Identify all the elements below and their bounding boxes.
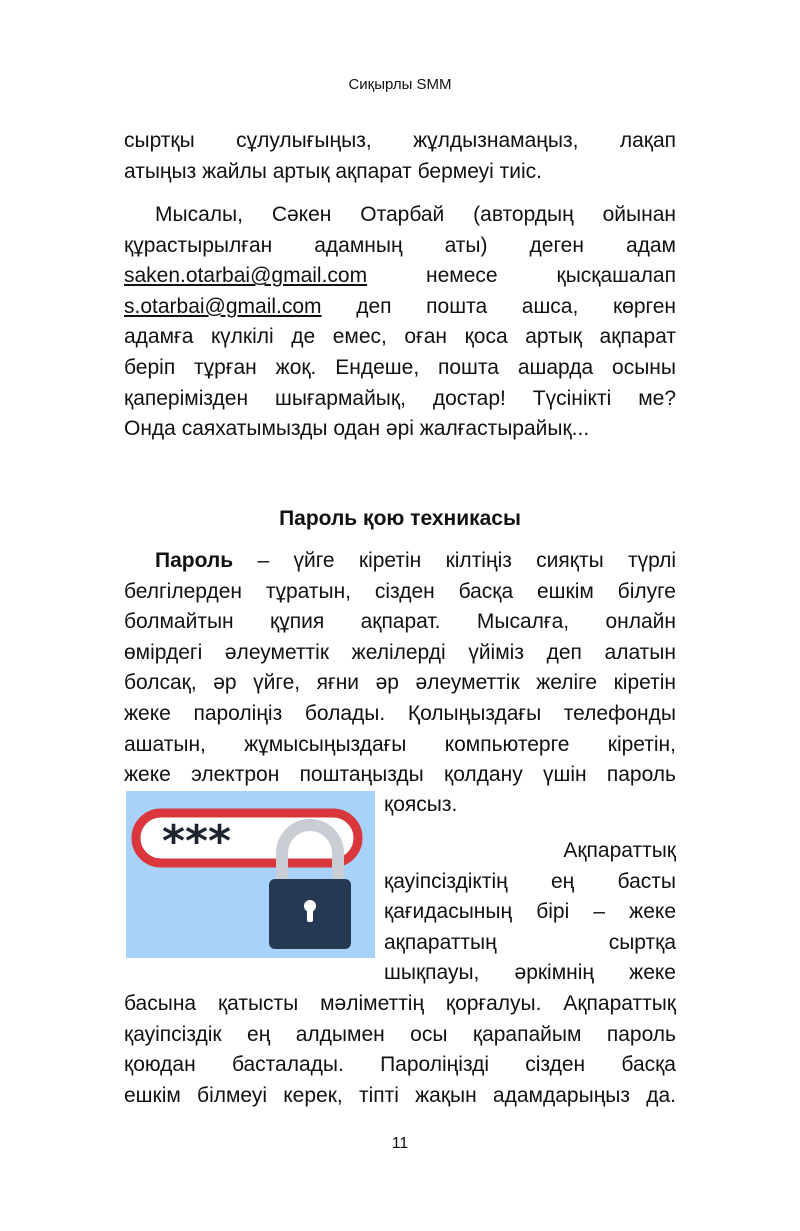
text-line: ақпараттың сыртқа: [384, 930, 676, 954]
text-fragment: – үйге кіретін кілтіңіз сияқты түрлі: [257, 549, 676, 572]
text-line: құрастырылған адамның аты) деген адам: [124, 233, 676, 257]
password-lock-icon: [126, 791, 375, 958]
text-line: ешкім білмеуі керек, тіпті жақын адамдарыңыз да.: [124, 1083, 676, 1107]
text-line: қоюдан басталады. Пароліңізді сізден басқа: [124, 1053, 676, 1077]
text-line: [124, 292, 676, 323]
text-line: жеке электрон поштаңызды қолдану үшін пароль: [124, 763, 676, 787]
paragraph-security-wrapped: [384, 836, 676, 989]
text-line: белгілерден тұратын, сізден басқа ешкім білуге: [124, 579, 676, 603]
text-line: сыртқы сұлулығыңыз, жұлдызнамаңыз, лақап: [124, 129, 676, 152]
paragraph-example: [124, 200, 676, 445]
keyhole-slot: [307, 906, 313, 922]
text-line: Ақпараттық: [563, 839, 676, 862]
text-line: қоясыз.: [384, 793, 458, 816]
term-bold: Пароль: [155, 549, 234, 572]
text-line: болсақ, әр үйге, яғни әр әлеуметтік желіге кіретін: [124, 671, 676, 695]
section-heading: Пароль қою техникасы: [279, 507, 521, 530]
text-line: адамға күлкілі де емес, оған қоса артық ақпарат: [124, 325, 676, 349]
text-line: қауіпсіздіктің ең басты: [384, 869, 676, 893]
text-line: Мысалы, Сәкен Отарбай (автордың ойынан: [155, 203, 676, 226]
paragraph-security: [124, 989, 676, 1111]
text-fragment: немесе қысқашалап: [426, 264, 676, 288]
paragraph-continuation: [124, 126, 676, 187]
text-line: басына қатысты мәліметтің қорғалуы. Ақпараттық: [124, 992, 676, 1015]
email-link[interactable]: s.otarbai@gmail.com: [124, 294, 322, 318]
text-line: қағидасының бірі – жеке: [384, 900, 676, 924]
email-link[interactable]: saken.otarbai@gmail.com: [124, 264, 368, 288]
text-line: Онда саяхатымызды одан әрі жалғастырайық...: [124, 417, 590, 441]
text-line: шықпауы, әркімнің жеке: [384, 961, 676, 985]
text-line: қауіпсіздік ең алдымен осы қарапайым пароль: [124, 1022, 676, 1046]
page-number: 11: [391, 1135, 409, 1152]
text-line: өмірдегі әлеуметтік желілерді үйіміз деп алатын: [124, 640, 676, 664]
text-line: беріп тұрған жоқ. Ендеше, пошта ашарда осыны: [124, 355, 676, 379]
running-header: Сиқырлы SMM: [348, 76, 452, 93]
text-line: [124, 261, 676, 292]
password-lock-illustration: [126, 791, 375, 958]
text-line: жеке пароліңіз болады. Қолыңыздағы телефонды: [124, 701, 676, 725]
text-line: атыңыз жайлы артық ақпарат бермеуі тиіс.: [124, 159, 543, 183]
text-line: ашатын, жұмысыңыздағы компьютерге кіретін,: [124, 732, 676, 756]
paragraph-definition-end: [384, 790, 676, 821]
text-line: қаперімізден шығармайық, достар! Түсінікті ме?: [124, 386, 676, 410]
text-line: болмайтын құпия ақпарат. Мысалға, онлайн: [124, 610, 676, 634]
paragraph-definition: [124, 546, 676, 791]
text-line: [124, 546, 676, 577]
password-field-text: ***: [162, 816, 232, 867]
text-fragment: деп пошта ашса, көрген: [356, 294, 676, 318]
